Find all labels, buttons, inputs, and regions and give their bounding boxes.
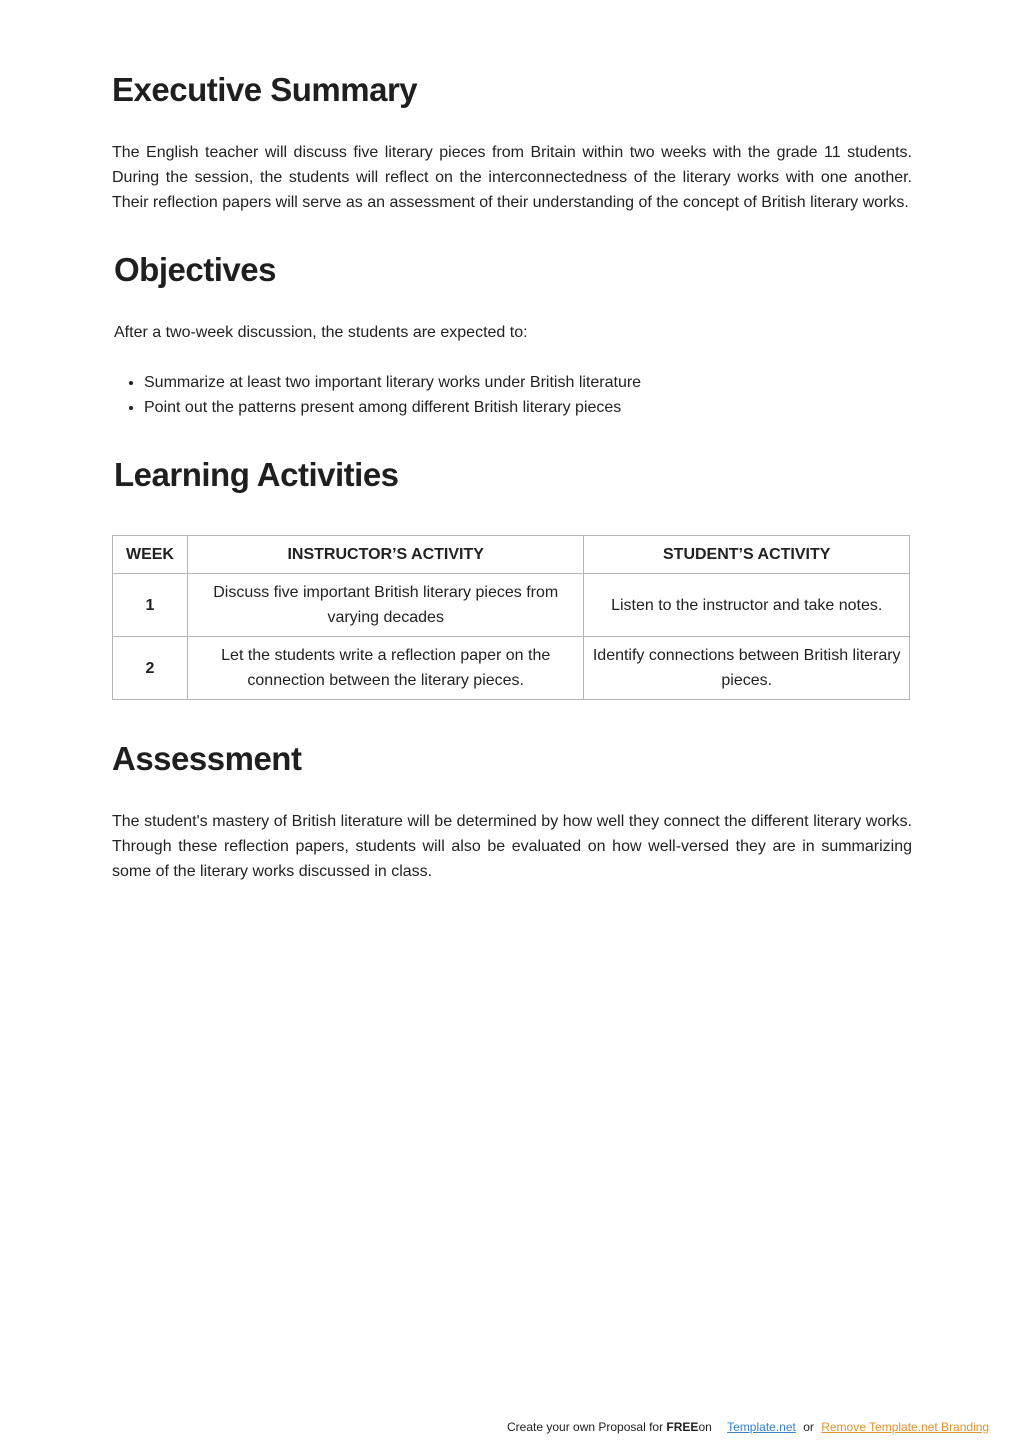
column-header-week: WEEK [113,536,188,574]
list-item: • Summarize at least two important literary works under British literature [144,370,912,395]
template-net-link[interactable]: Template.net [727,1420,796,1434]
table-row [113,637,910,700]
learning-activities-heading: Learning Activities [114,456,399,493]
footer-free: FREE [666,1420,699,1434]
column-header-instructor-activity: INSTRUCTOR’S ACTIVITY [187,536,583,574]
week-cell: 1 [113,574,188,637]
assessment-paragraph: The student's mastery of British literature will be determined by how well they connect the different literary works. Through these reflection papers, students will also be evaluated on how well-versed they are in summarizing some of the literary works discussed in class. [112,813,912,880]
student-activity-cell: Listen to the instructor and take notes. [584,574,910,637]
footer-branding [507,1419,989,1435]
table-row [113,574,910,637]
objectives-list [114,370,912,420]
executive-summary-heading: Executive Summary [112,71,418,108]
learning-activities-table [112,535,910,700]
instructor-activity-cell: Let the students write a reflection paper on the connection between the literary pieces. [187,637,583,700]
footer-on: on [698,1420,712,1434]
assessment-heading: Assessment [112,740,302,777]
instructor-activity-cell: Discuss five important British literary pieces from varying decades [187,574,583,637]
remove-branding-link[interactable]: Remove Template.net Branding [821,1420,990,1434]
week-cell: 2 [113,637,188,700]
executive-summary-paragraph: The English teacher will discuss five literary pieces from Britain within two weeks with the grade 11 students. During the session, the students will reflect on the interconnectedness of the literary works with one another. Their reflection papers will serve as an assessment of their understanding of the concept of British literary works. [112,144,912,211]
objectives-heading: Objectives [114,251,276,288]
footer-or: or [803,1420,814,1434]
column-header-student-activity: STUDENT’S ACTIVITY [584,536,910,574]
table-header-row [113,536,910,574]
footer-prefix: Create your own Proposal for [507,1420,664,1434]
list-item: • Point out the patterns present among different British literary pieces [144,395,912,420]
student-activity-cell: Identify connections between British literary pieces. [584,637,910,700]
objectives-intro: After a two-week discussion, the students are expected to: [114,324,528,341]
